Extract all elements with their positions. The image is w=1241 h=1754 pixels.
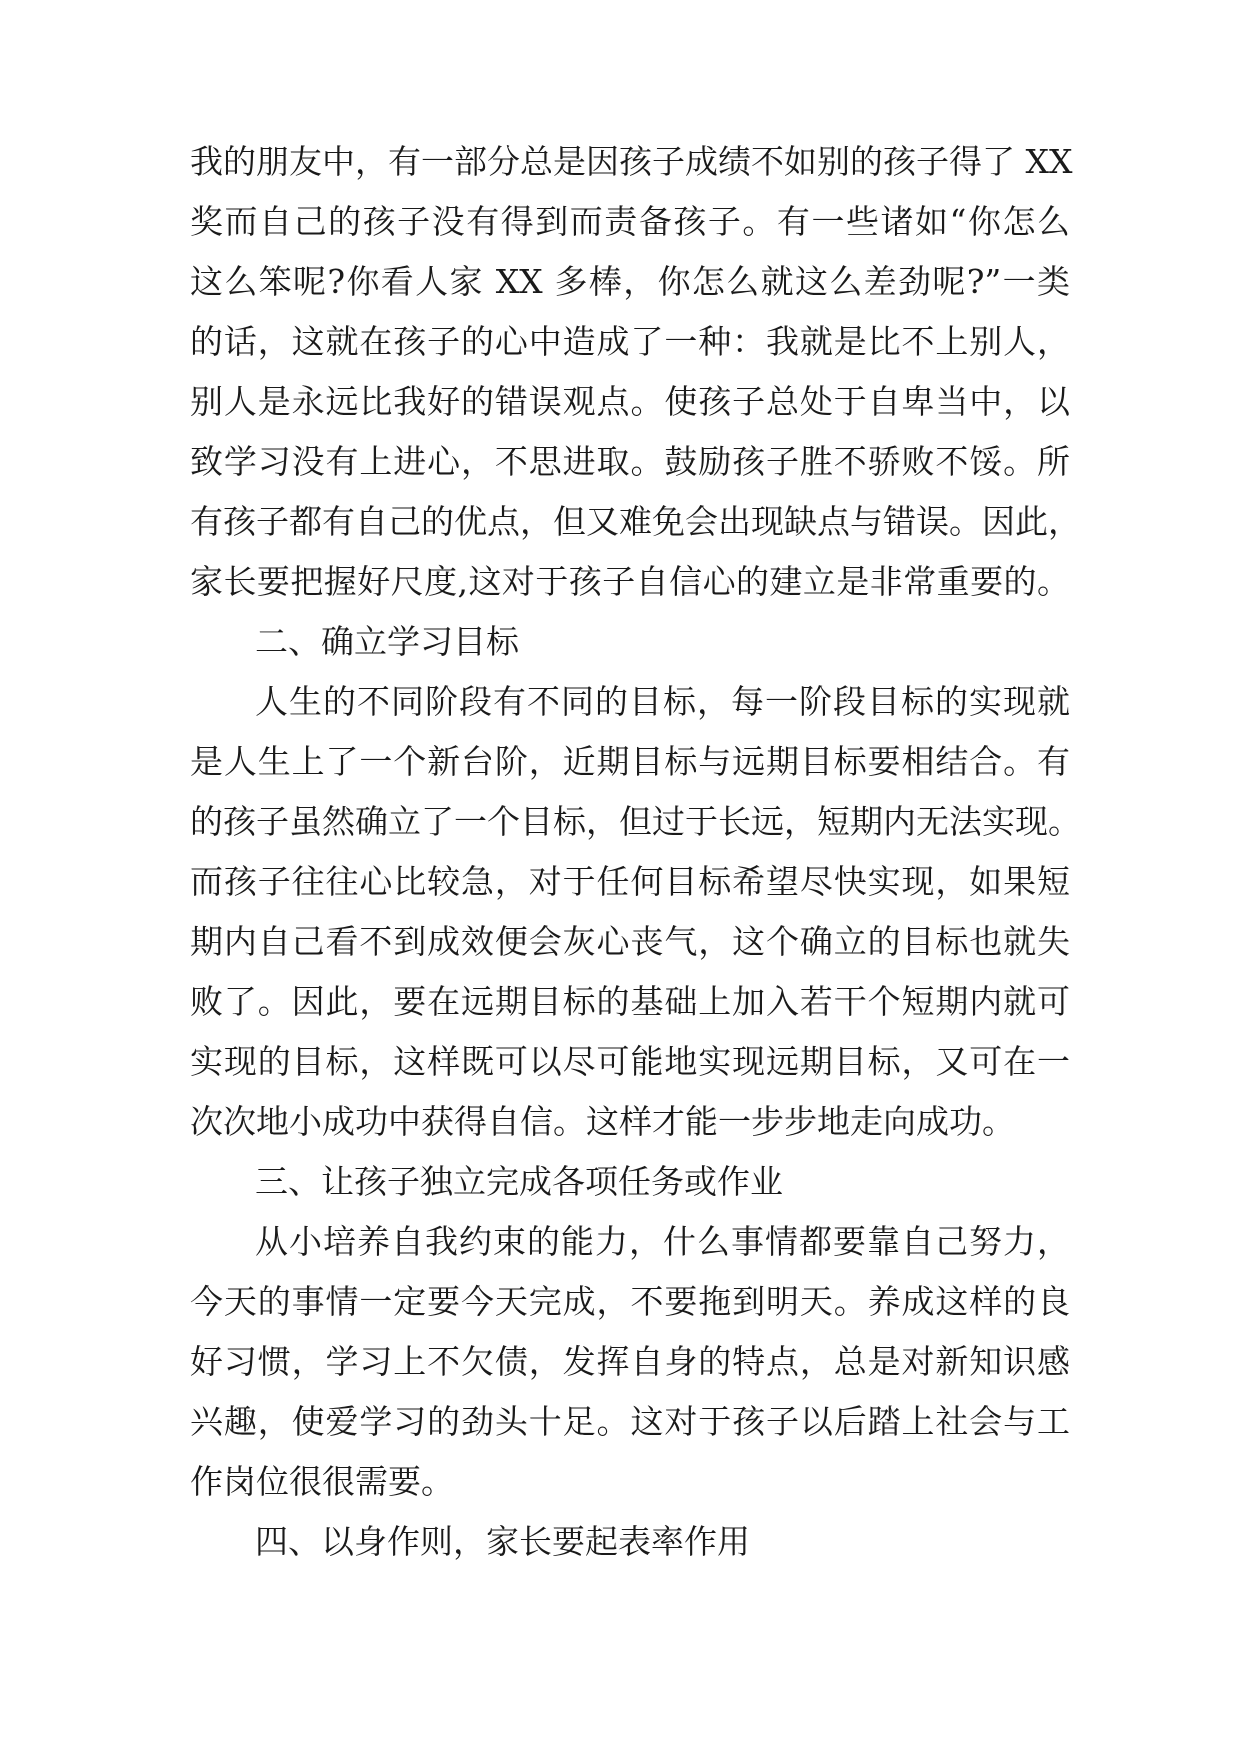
body-text-line: 实现的目标，这样既可以尽可能地实现远期目标，又可在一: [190, 1042, 1070, 1081]
section-heading: 三、让孩子独立完成各项任务或作业: [255, 1162, 783, 1201]
body-text-line: 有孩子都有自己的优点，但又难免会出现缺点与错误。因此，: [190, 502, 1081, 541]
body-text-line: 的话，这就在孩子的心中造成了一种：我就是比不上别人，: [190, 322, 1070, 361]
section-heading: 二、确立学习目标: [255, 622, 519, 661]
body-text-line: 我的朋友中，有一部分总是因孩子成绩不如别的孩子得了 XX: [190, 142, 1073, 181]
body-text-line: 奖而自己的孩子没有得到而责备孩子。有一些诸如“你怎么: [190, 202, 1070, 241]
body-text-line: 别人是永远比我好的错误观点。使孩子总处于自卑当中，以: [190, 382, 1070, 421]
body-text-line: 作岗位很很需要。: [190, 1462, 454, 1501]
body-text-line: 这么笨呢?你看人家 XX 多棒，你怎么就这么差劲呢?”一类: [190, 262, 1070, 301]
body-text-line: 期内自己看不到成效便会灰心丧气，这个确立的目标也就失: [190, 922, 1070, 961]
body-text-line: 从小培养自我约束的能力，什么事情都要靠自己努力，: [255, 1222, 1070, 1261]
section-heading: 四、以身作则，家长要起表率作用: [255, 1522, 750, 1561]
body-text-line: 的孩子虽然确立了一个目标，但过于长远，短期内无法实现。: [190, 802, 1081, 841]
body-text-line: 兴趣，使爱学习的劲头十足。这对于孩子以后踏上社会与工: [190, 1402, 1070, 1441]
body-text-line: 家长要把握好尺度,这对于孩子自信心的建立是非常重要的。: [190, 562, 1070, 601]
body-text-line: 而孩子往往心比较急，对于任何目标希望尽快实现，如果短: [190, 862, 1070, 901]
body-text-line: 好习惯，学习上不欠债，发挥自身的特点，总是对新知识感: [190, 1342, 1070, 1381]
body-text-line: 败了。因此，要在远期目标的基础上加入若干个短期内就可: [190, 982, 1070, 1021]
body-text-line: 次次地小成功中获得自信。这样才能一步步地走向成功。: [190, 1102, 1015, 1141]
body-text-line: 是人生上了一个新台阶，近期目标与远期目标要相结合。有: [190, 742, 1070, 781]
body-text-line: 人生的不同阶段有不同的目标，每一阶段目标的实现就: [255, 682, 1070, 721]
body-text-line: 致学习没有上进心，不思进取。鼓励孩子胜不骄败不馁。所: [190, 442, 1070, 481]
body-text-line: 今天的事情一定要今天完成，不要拖到明天。养成这样的良: [190, 1282, 1070, 1321]
